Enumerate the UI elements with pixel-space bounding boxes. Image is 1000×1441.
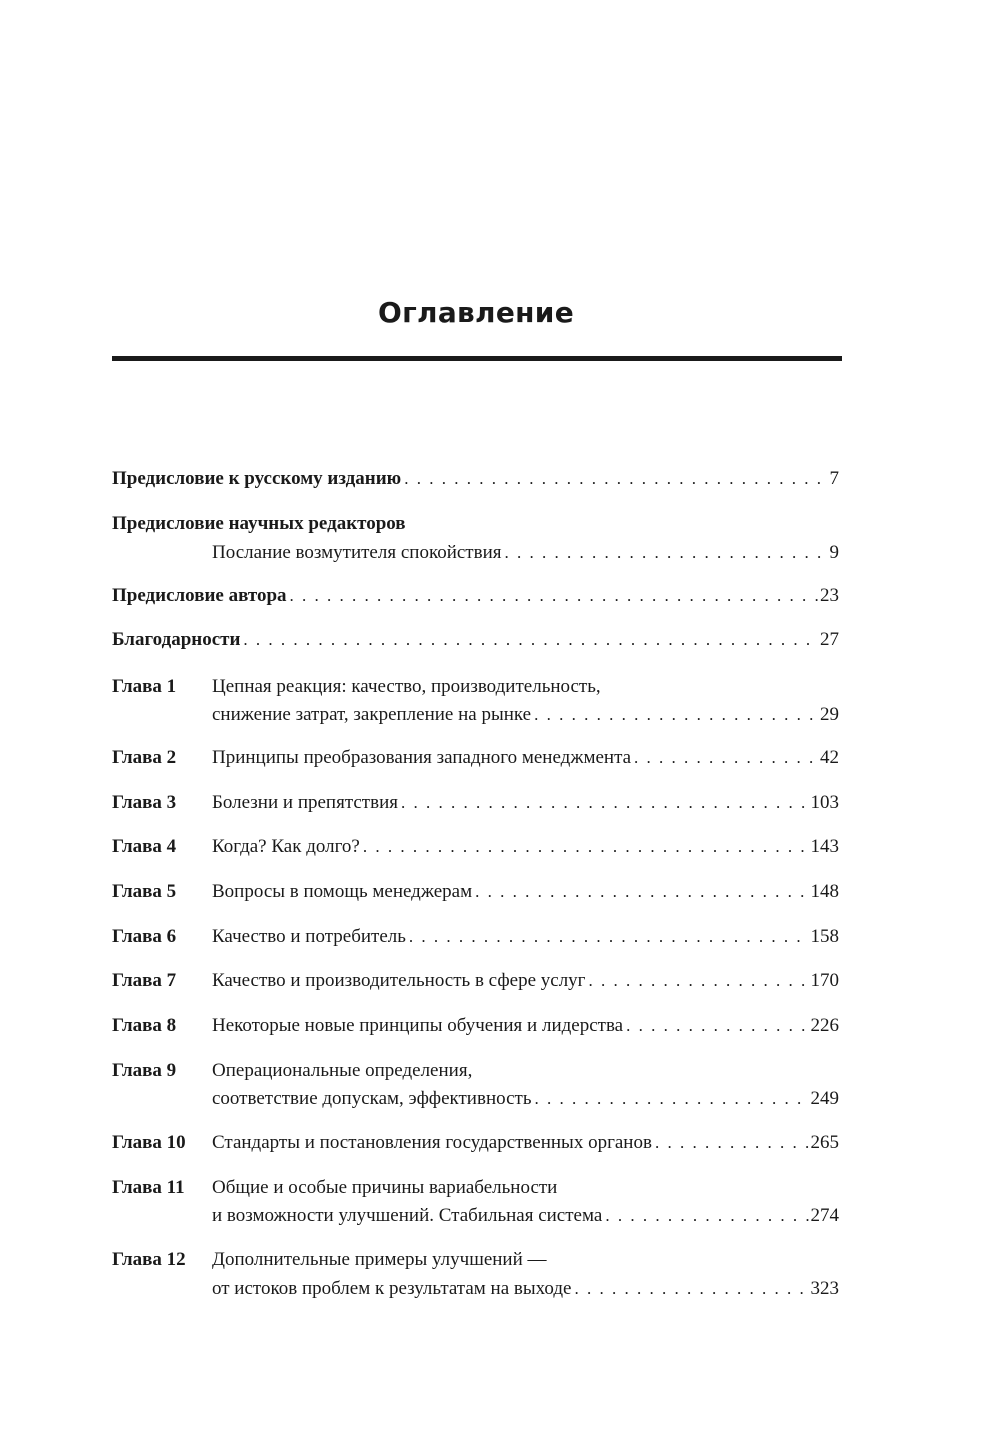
toc-chapter-10[interactable] (112, 1131, 839, 1155)
dot-leader (401, 791, 809, 815)
dot-leader (574, 1277, 808, 1301)
chapter-title-cont: и возможности улучшений. Стабильная система (212, 1205, 603, 1226)
chapter-title-cont: от истоков проблем к результатам на выходе (212, 1278, 572, 1299)
chapter-number: Глава 1 (112, 676, 177, 697)
dot-leader (588, 969, 808, 993)
chapter-title-cont: снижение затрат, закрепление на рынке (212, 704, 532, 725)
toc-chapter-5[interactable] (112, 880, 839, 904)
toc-page-number: 27 (820, 629, 839, 650)
chapter-title: Цепная реакция: качество, производительность, (212, 676, 601, 697)
dot-leader (505, 541, 828, 565)
chapter-title: Некоторые новые принципы обучения и лидерства (212, 1015, 624, 1036)
chapter-title: Болезни и препятствия (212, 792, 398, 813)
toc-chapter-8[interactable] (112, 1014, 839, 1038)
toc-page-number: 143 (810, 836, 839, 857)
dot-leader (243, 628, 818, 652)
toc-chapter-2[interactable] (112, 746, 839, 770)
toc-entry-label: Предисловие научных редакторов (112, 513, 406, 534)
dot-leader (404, 467, 827, 491)
toc-chapter-1[interactable] (112, 675, 839, 699)
dot-leader (655, 1131, 809, 1155)
toc-page-number: 103 (810, 792, 839, 813)
dot-leader (605, 1204, 808, 1228)
toc-chapter-9-cont[interactable] (212, 1087, 839, 1111)
toc-entry-label: Предисловие к русскому изданию (112, 468, 402, 489)
dot-leader (409, 925, 809, 949)
toc-page-number: 274 (810, 1205, 839, 1226)
dot-leader (363, 835, 809, 859)
chapter-number: Глава 6 (112, 926, 177, 947)
toc-chapter-9[interactable] (112, 1059, 839, 1083)
toc-chapter-11[interactable] (112, 1176, 839, 1200)
toc-entry-author-foreword[interactable] (112, 584, 839, 608)
toc-page-number: 226 (810, 1015, 839, 1036)
toc-page-number: 158 (810, 926, 839, 947)
toc-entry-editors-foreword-sub[interactable] (212, 541, 839, 565)
dot-leader (535, 1087, 809, 1111)
toc-page-number: 42 (820, 747, 839, 768)
toc-chapter-11-cont[interactable] (212, 1204, 839, 1228)
chapter-number: Глава 12 (112, 1249, 186, 1270)
toc-entry-foreword-russian[interactable] (112, 467, 839, 491)
chapter-number: Глава 9 (112, 1060, 177, 1081)
toc-entry-editors-foreword[interactable] (112, 512, 839, 536)
toc-page-number: 265 (810, 1132, 839, 1153)
toc-chapter-12[interactable] (112, 1248, 839, 1272)
page-title: Оглавление (377, 296, 574, 329)
toc-chapter-12-cont[interactable] (212, 1277, 839, 1301)
chapter-title: Дополнительные примеры улучшений — (212, 1249, 547, 1270)
toc-chapter-3[interactable] (112, 791, 839, 815)
table-of-contents (112, 0, 839, 1441)
dot-leader (626, 1014, 808, 1038)
toc-chapter-1-cont[interactable] (212, 703, 839, 727)
toc-page-number: 23 (820, 585, 839, 606)
toc-entry-acknowledgements[interactable] (112, 628, 839, 652)
dot-leader (534, 703, 818, 727)
toc-page-number: 29 (820, 704, 839, 725)
dot-leader (475, 880, 808, 904)
toc-entry-sublabel: Послание возмутителя спокойствия (212, 542, 502, 563)
chapter-number: Глава 3 (112, 792, 177, 813)
toc-page-number: 249 (810, 1088, 839, 1109)
chapter-number: Глава 2 (112, 747, 177, 768)
chapter-title: Стандарты и постановления государственных органов (212, 1132, 652, 1153)
chapter-title: Операциональные определения, (212, 1060, 473, 1081)
chapter-number: Глава 7 (112, 970, 177, 991)
toc-page-number: 323 (810, 1278, 839, 1299)
toc-page-number: 148 (810, 881, 839, 902)
toc-chapter-6[interactable] (112, 925, 839, 949)
toc-page-number: 7 (829, 468, 839, 489)
chapter-title: Вопросы в помощь менеджерам (212, 881, 473, 902)
toc-entry-label: Предисловие автора (112, 585, 287, 606)
toc-chapter-4[interactable] (112, 835, 839, 859)
chapter-title: Общие и особые причины вариабельности (212, 1177, 558, 1198)
toc-page-number: 170 (810, 970, 839, 991)
dot-leader (290, 584, 818, 608)
toc-page-number: 9 (829, 542, 839, 563)
toc-chapter-7[interactable] (112, 969, 839, 993)
chapter-title: Качество и потребитель (212, 926, 406, 947)
chapter-title: Принципы преобразования западного менеджмента (212, 747, 632, 768)
chapter-number: Глава 8 (112, 1015, 177, 1036)
dot-leader (634, 746, 818, 770)
toc-entry-label: Благодарности (112, 629, 241, 650)
chapter-number: Глава 4 (112, 836, 177, 857)
chapter-title-cont: соответствие допускам, эффективность (212, 1088, 532, 1109)
chapter-number: Глава 11 (112, 1177, 185, 1198)
chapter-number: Глава 10 (112, 1132, 186, 1153)
chapter-title: Качество и производительность в сфере услуг (212, 970, 586, 991)
chapter-title: Когда? Как долго? (212, 836, 360, 857)
chapter-number: Глава 5 (112, 881, 177, 902)
